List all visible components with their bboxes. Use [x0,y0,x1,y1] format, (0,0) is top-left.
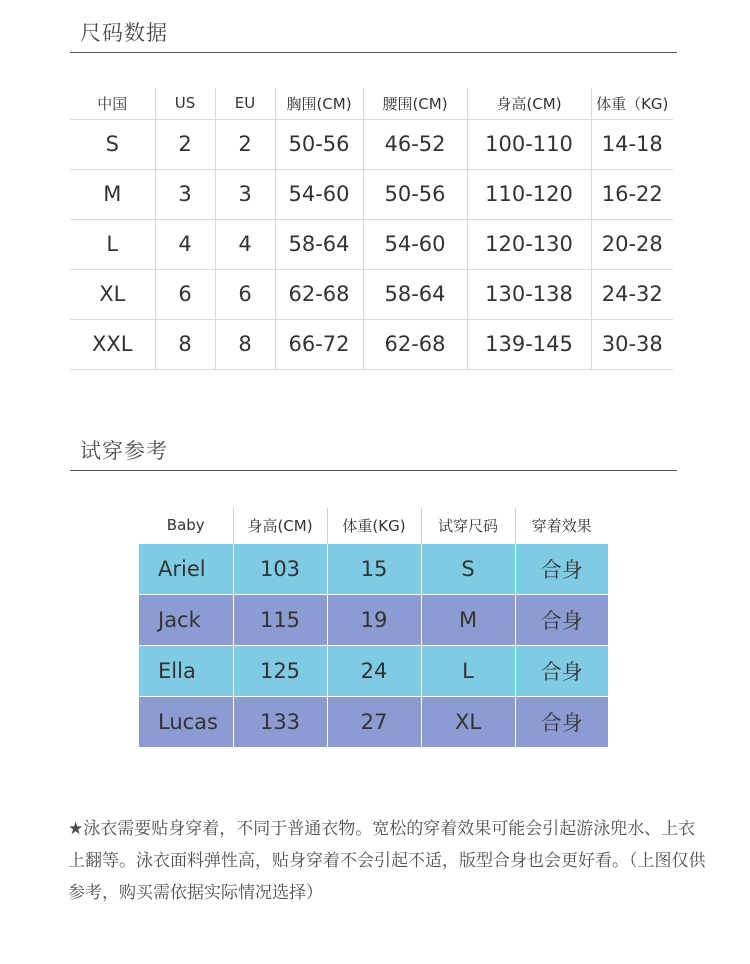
baby-weight: 19 [327,594,421,645]
fit-row [139,543,608,594]
header-weight: 体重（KG) [591,88,673,119]
header-us: US [155,88,215,119]
fit-effect: 合身 [515,543,608,594]
fit-row [139,645,608,696]
header-waist: 腰围(CM) [363,88,467,119]
size-height: 139-145 [467,319,591,369]
size-waist: 46-52 [363,119,467,169]
size-us: 8 [155,319,215,369]
size-row [70,319,673,369]
size-chest: 66-72 [275,319,363,369]
size-us: 6 [155,269,215,319]
baby-height: 103 [233,543,327,594]
size-height: 120-130 [467,219,591,269]
header-cn: 中国 [97,94,128,113]
fit-reference-table [139,508,608,747]
size-section-title: 尺码数据 [80,21,168,45]
baby-name: Jack [139,594,233,645]
size-section-divider [70,52,677,53]
baby-size: L [421,645,515,696]
fit-header-row [139,508,608,543]
size-us: 3 [155,169,215,219]
size-weight: 24-32 [591,269,673,319]
baby-size: M [421,594,515,645]
baby-weight: 24 [327,645,421,696]
size-chest: 50-56 [275,119,363,169]
baby-name: Ariel [139,543,233,594]
size-us: 2 [155,119,215,169]
header-fit-height: 身高(CM) [233,508,327,543]
baby-height: 133 [233,696,327,747]
size-eu: 8 [215,319,275,369]
size-height: 110-120 [467,169,591,219]
header-eu: EU [215,88,275,119]
size-us: 4 [155,219,215,269]
header-baby: Baby [166,516,205,535]
size-cn: XXL [70,319,155,369]
fit-section-title: 试穿参考 [80,439,168,463]
size-weight: 20-28 [591,219,673,269]
fit-row [139,696,608,747]
fit-effect: 合身 [515,594,608,645]
baby-name: Lucas [139,696,233,747]
size-weight: 30-38 [591,319,673,369]
baby-name: Ella [139,645,233,696]
header-fit-effect: 穿着效果 [515,508,608,543]
size-chart-header-row [70,88,673,119]
size-eu: 3 [215,169,275,219]
size-weight: 16-22 [591,169,673,219]
size-cn: S [70,119,155,169]
header-height: 身高(CM) [467,88,591,119]
size-height: 100-110 [467,119,591,169]
baby-weight: 27 [327,696,421,747]
size-row [70,219,673,269]
fit-effect: 合身 [515,645,608,696]
size-row [70,269,673,319]
size-row [70,169,673,219]
size-chart-table [70,88,673,370]
size-height: 130-138 [467,269,591,319]
fit-note: ★泳衣需要贴身穿着，不同于普通衣物。宽松的穿着效果可能会引起游泳兜水、上衣上翻等。泳衣面料弹性高，贴身穿着不会引起不适，版型合身也会更好看。（上图仅供参考，购买需依据实际情况选择） [68,819,706,903]
size-weight: 14-18 [591,119,673,169]
header-fit-size: 试穿尺码 [421,508,515,543]
fit-row [139,594,608,645]
baby-height: 125 [233,645,327,696]
size-waist: 62-68 [363,319,467,369]
baby-size: S [421,543,515,594]
size-chest: 54-60 [275,169,363,219]
size-chest: 58-64 [275,219,363,269]
baby-size: XL [421,696,515,747]
size-eu: 6 [215,269,275,319]
header-chest: 胸围(CM) [275,88,363,119]
size-cn: L [70,219,155,269]
size-eu: 2 [215,119,275,169]
size-waist: 50-56 [363,169,467,219]
size-eu: 4 [215,219,275,269]
fit-effect: 合身 [515,696,608,747]
baby-height: 115 [233,594,327,645]
size-chest: 62-68 [275,269,363,319]
header-fit-weight: 体重(KG) [327,508,421,543]
size-waist: 58-64 [363,269,467,319]
size-cn: XL [70,269,155,319]
size-waist: 54-60 [363,219,467,269]
size-row [70,119,673,169]
fit-section-divider [70,470,677,471]
baby-weight: 15 [327,543,421,594]
size-cn: M [70,169,155,219]
